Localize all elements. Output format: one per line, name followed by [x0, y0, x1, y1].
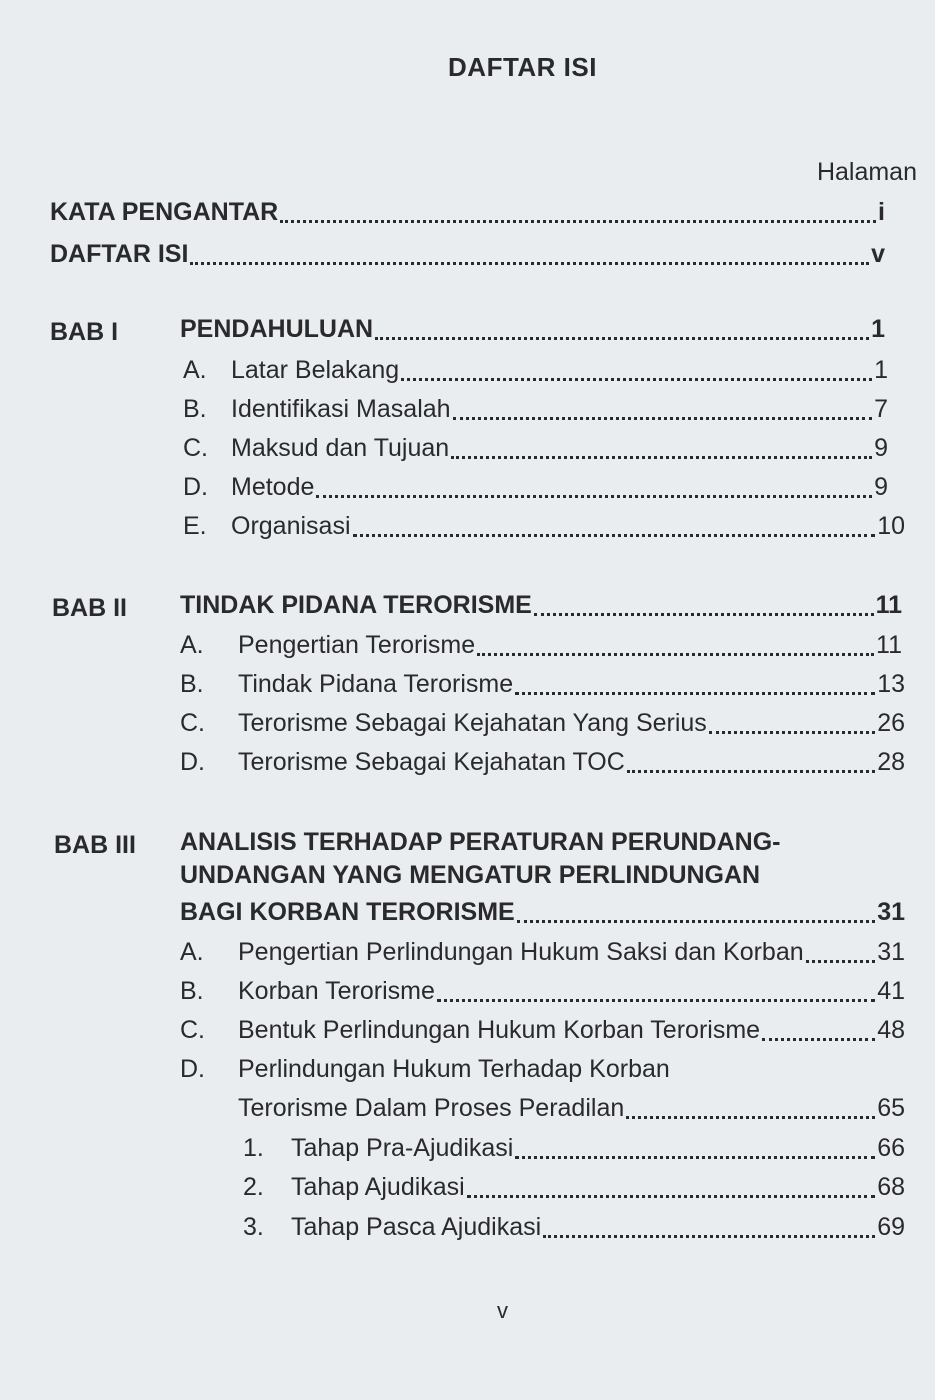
- toc-entry: C. Terorisme Sebagai Kejahatan Yang Serius 26: [180, 709, 905, 737]
- leader-dots: [709, 731, 875, 734]
- chapter-title-bab-3-line-2: UNDANGAN YANG MENGATUR PERLINDUNGAN: [180, 861, 761, 889]
- chapter-title-bab-3-line-3: BAGI KORBAN TERORISME 31: [180, 898, 905, 926]
- toc-entry: C. Bentuk Perlindungan Hukum Korban Terorisme 48: [180, 1016, 905, 1044]
- chapter-label-bab-3: BAB III: [54, 831, 136, 859]
- leader-dots: [437, 999, 875, 1002]
- toc-entry: D. Metode 9: [183, 473, 888, 501]
- leader-dots: [467, 1195, 875, 1198]
- leader-dots: [451, 456, 872, 459]
- leader-dots: [316, 495, 872, 498]
- halaman-label: Halaman: [816, 158, 917, 186]
- toc-entry: A. Latar Belakang 1: [183, 356, 888, 384]
- toc-subentry: 2. Tahap Ajudikasi 68: [243, 1173, 905, 1201]
- leader-dots: [280, 220, 876, 223]
- leader-dots: [477, 653, 874, 656]
- leader-dots: [517, 920, 875, 923]
- leader-dots: [515, 1156, 875, 1159]
- toc-entry: E. Organisasi 10: [183, 512, 905, 540]
- toc-entry: C. Maksud dan Tujuan 9: [183, 434, 888, 462]
- leader-dots: [375, 337, 869, 340]
- page-title: DAFTAR ISI: [448, 52, 597, 82]
- leader-dots: [627, 770, 875, 773]
- leader-dots: [190, 262, 869, 265]
- toc-entry: D. Perlindungan Hukum Terhadap Korban: [180, 1055, 670, 1083]
- leader-dots: [626, 1116, 875, 1119]
- page-number: v: [497, 1298, 508, 1323]
- leader-dots: [453, 417, 873, 420]
- toc-entry: B. Tindak Pidana Terorisme 13: [180, 670, 905, 698]
- leader-dots: [353, 534, 876, 537]
- leader-dots: [515, 692, 875, 695]
- toc-entry: D. Terorisme Sebagai Kejahatan TOC 28: [180, 748, 905, 776]
- toc-entry: B. Korban Terorisme 41: [180, 977, 905, 1005]
- toc-entry-daftar-isi: DAFTAR ISI v: [50, 240, 885, 268]
- leader-dots: [762, 1038, 875, 1041]
- toc-entry-kata-pengantar: KATA PENGANTAR i: [50, 198, 885, 226]
- toc-entry: A. Pengertian Terorisme 11: [180, 631, 902, 659]
- toc-entry: B. Identifikasi Masalah 7: [183, 395, 888, 423]
- leader-dots: [534, 613, 874, 616]
- chapter-label-bab-1: BAB I: [50, 318, 119, 346]
- toc-subentry: 3. Tahap Pasca Ajudikasi 69: [243, 1213, 905, 1241]
- chapter-label-bab-2: BAB II: [52, 594, 127, 622]
- chapter-title-bab-2: TINDAK PIDANA TERORISME 11: [180, 591, 902, 619]
- leader-dots: [543, 1235, 875, 1238]
- toc-subentry: 1. Tahap Pra-Ajudikasi 66: [243, 1134, 905, 1162]
- leader-dots: [401, 378, 872, 381]
- chapter-title-bab-1: PENDAHULUAN 1: [180, 315, 885, 343]
- toc-entry-continuation: Terorisme Dalam Proses Peradilan 65: [238, 1094, 905, 1122]
- leader-dots: [806, 960, 876, 963]
- toc-entry: A. Pengertian Perlindungan Hukum Saksi dan Korban 31: [180, 938, 905, 966]
- chapter-title-bab-3-line-1: ANALISIS TERHADAP PERATURAN PERUNDANG-: [180, 828, 781, 856]
